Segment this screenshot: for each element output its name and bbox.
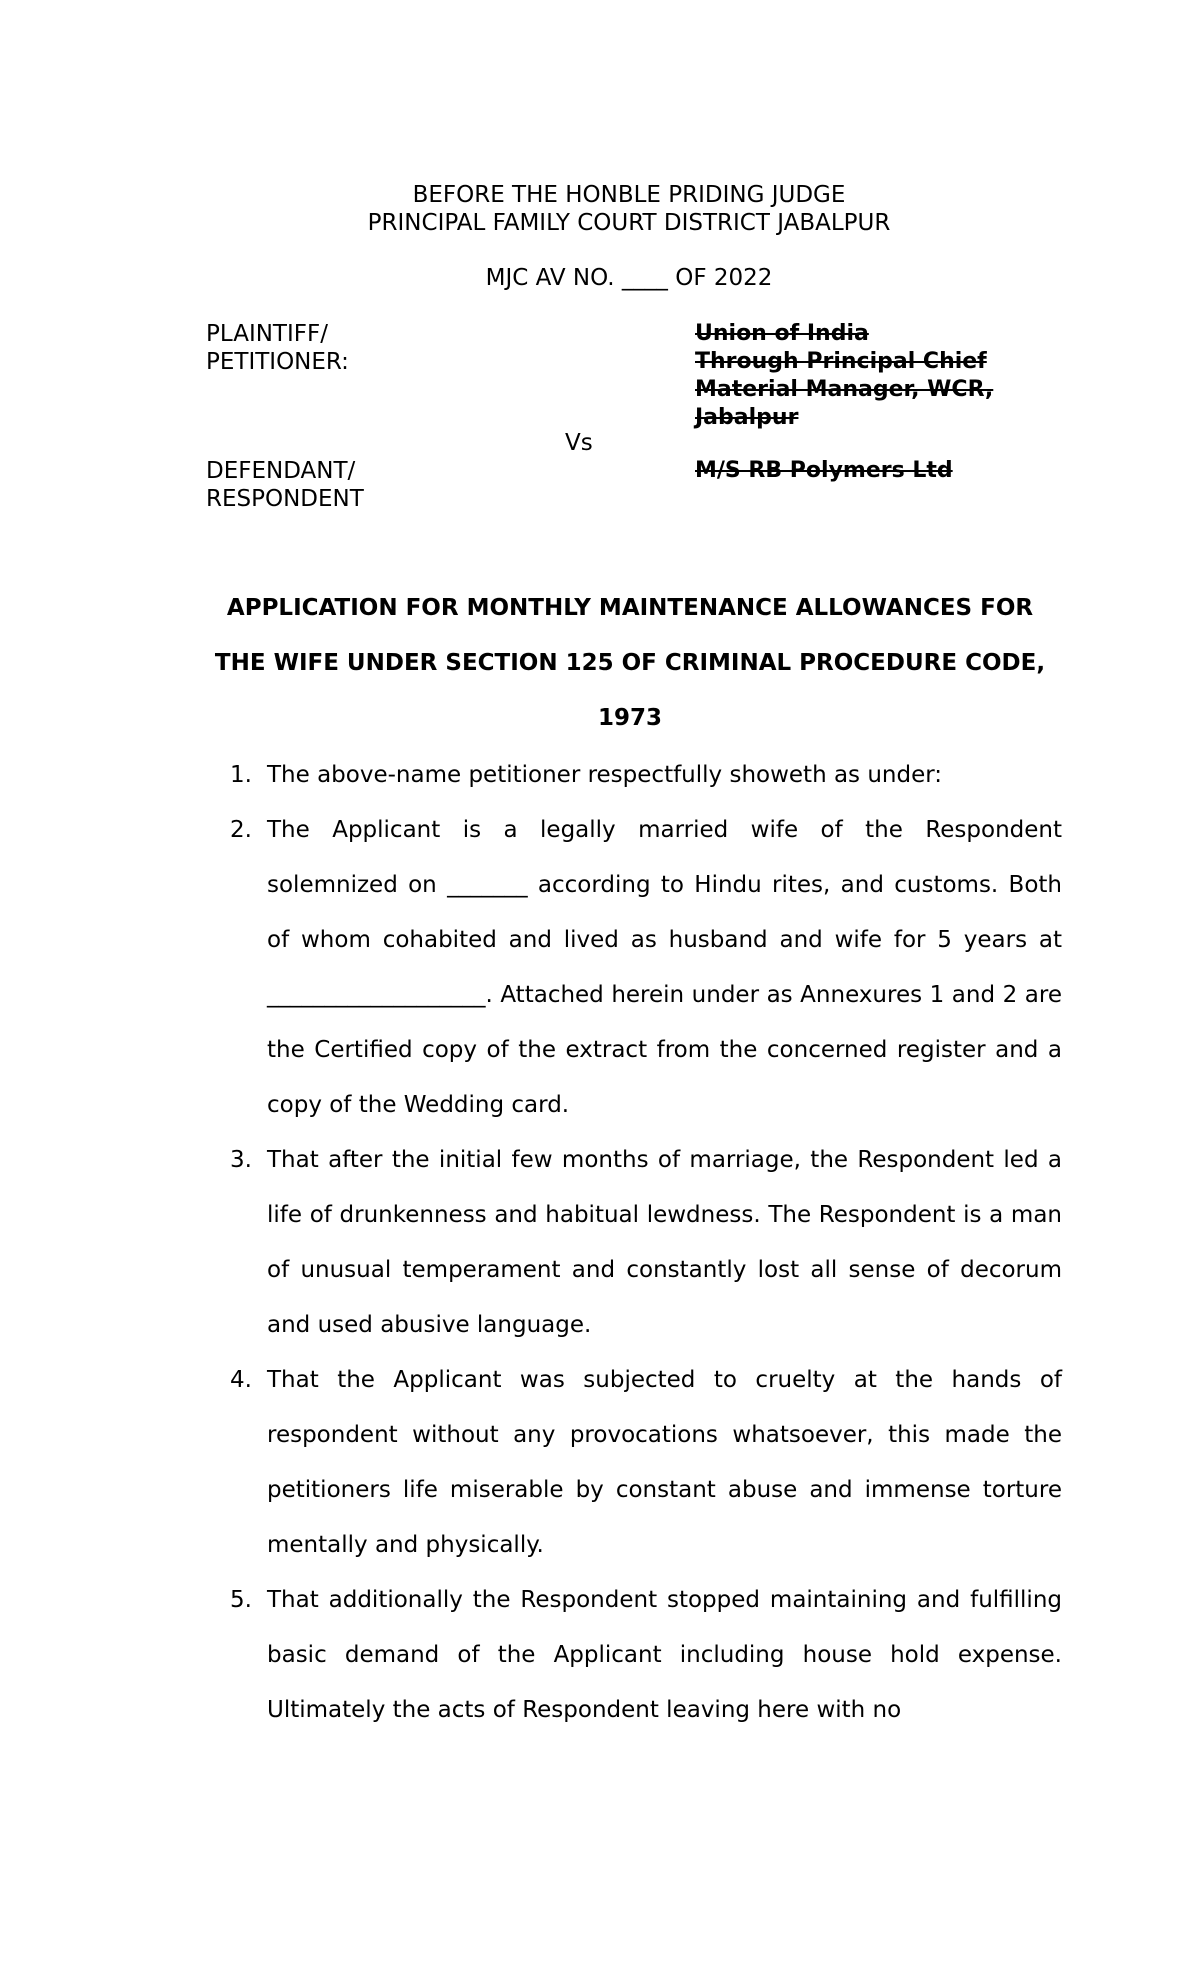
paragraph-text: The above-name petitioner respectfully showeth as under: bbox=[267, 762, 943, 788]
paragraph-text: The Applicant is a legally married wife of the Respondent solemnized on _______ according to Hindu rites, and customs. Both of whom cohabited and lived as husband and wife for 5 years at ___________________. Attached herein under as Annexures 1 and 2 are the Certified copy of the extract from the concerned register and a copy of the Wedding card. bbox=[267, 817, 1062, 1118]
plaintiff-name-line-2: Through Principal Chief bbox=[695, 349, 987, 374]
defendant-label-line-2: RESPONDENT bbox=[206, 486, 364, 512]
application-title-line-1: APPLICATION FOR MONTHLY MAINTENANCE ALLOWANCES FOR bbox=[226, 595, 1034, 621]
application-title-line-3: 1973 bbox=[597, 705, 662, 731]
plaintiff-label-line-1: PLAINTIFF/ bbox=[206, 321, 328, 347]
paragraph-text: That the Applicant was subjected to cruelty at the hands of respondent without any provocations whatsoever, this made the petitioners life miserable by constant abuse and immense torture mentally and physically. bbox=[267, 1367, 1062, 1558]
plaintiff-name-line-1: Union of India bbox=[695, 321, 869, 346]
plaintiff-name-line-3: Material Manager, WCR, bbox=[695, 377, 994, 402]
court-header-line-2: PRINCIPAL FAMILY COURT DISTRICT JABALPUR bbox=[367, 210, 891, 236]
plaintiff-name bbox=[695, 320, 993, 432]
paragraph-text: That after the initial few months of marriage, the Respondent led a life of drunkenness and habitual lewdness. The Respondent is a man of unusual temperament and constantly lost all sense of decorum and used abusive language. bbox=[267, 1147, 1062, 1338]
case-number: MJC AV NO. ____ OF 2022 bbox=[485, 265, 773, 291]
plaintiff-label-line-2: PETITIONER: bbox=[206, 349, 349, 375]
court-header-line-1: BEFORE THE HONBLE PRIDING JUDGE bbox=[412, 182, 846, 208]
paragraph-1 bbox=[200, 748, 1062, 803]
versus-label: Vs bbox=[565, 430, 593, 456]
application-title bbox=[190, 581, 1070, 746]
application-title-line-2: THE WIFE UNDER SECTION 125 OF CRIMINAL PROCEDURE CODE, bbox=[214, 650, 1046, 676]
paragraph-4 bbox=[200, 1353, 1062, 1573]
paragraph-3 bbox=[200, 1133, 1062, 1353]
paragraph-number: 3. bbox=[230, 1147, 252, 1173]
paragraph-number: 1. bbox=[230, 762, 252, 788]
paragraph-5 bbox=[200, 1573, 1062, 1738]
plaintiff-label bbox=[206, 320, 349, 376]
plaintiff-name-line-4: Jabalpur bbox=[695, 405, 799, 430]
defendant-label bbox=[206, 457, 364, 513]
paragraph-number: 5. bbox=[230, 1587, 252, 1613]
paragraph-number: 2. bbox=[230, 817, 252, 843]
defendant-name: M/S RB Polymers Ltd bbox=[695, 458, 953, 483]
court-header bbox=[0, 181, 1200, 237]
numbered-paragraphs bbox=[200, 748, 1062, 1738]
paragraph-number: 4. bbox=[230, 1367, 252, 1393]
defendant-label-line-1: DEFENDANT/ bbox=[206, 458, 356, 484]
paragraph-2 bbox=[200, 803, 1062, 1133]
paragraph-text: That additionally the Respondent stopped maintaining and fulfilling basic demand of the Applicant including house hold expense. Ultimately the acts of Respondent leaving here with no bbox=[267, 1587, 1062, 1723]
